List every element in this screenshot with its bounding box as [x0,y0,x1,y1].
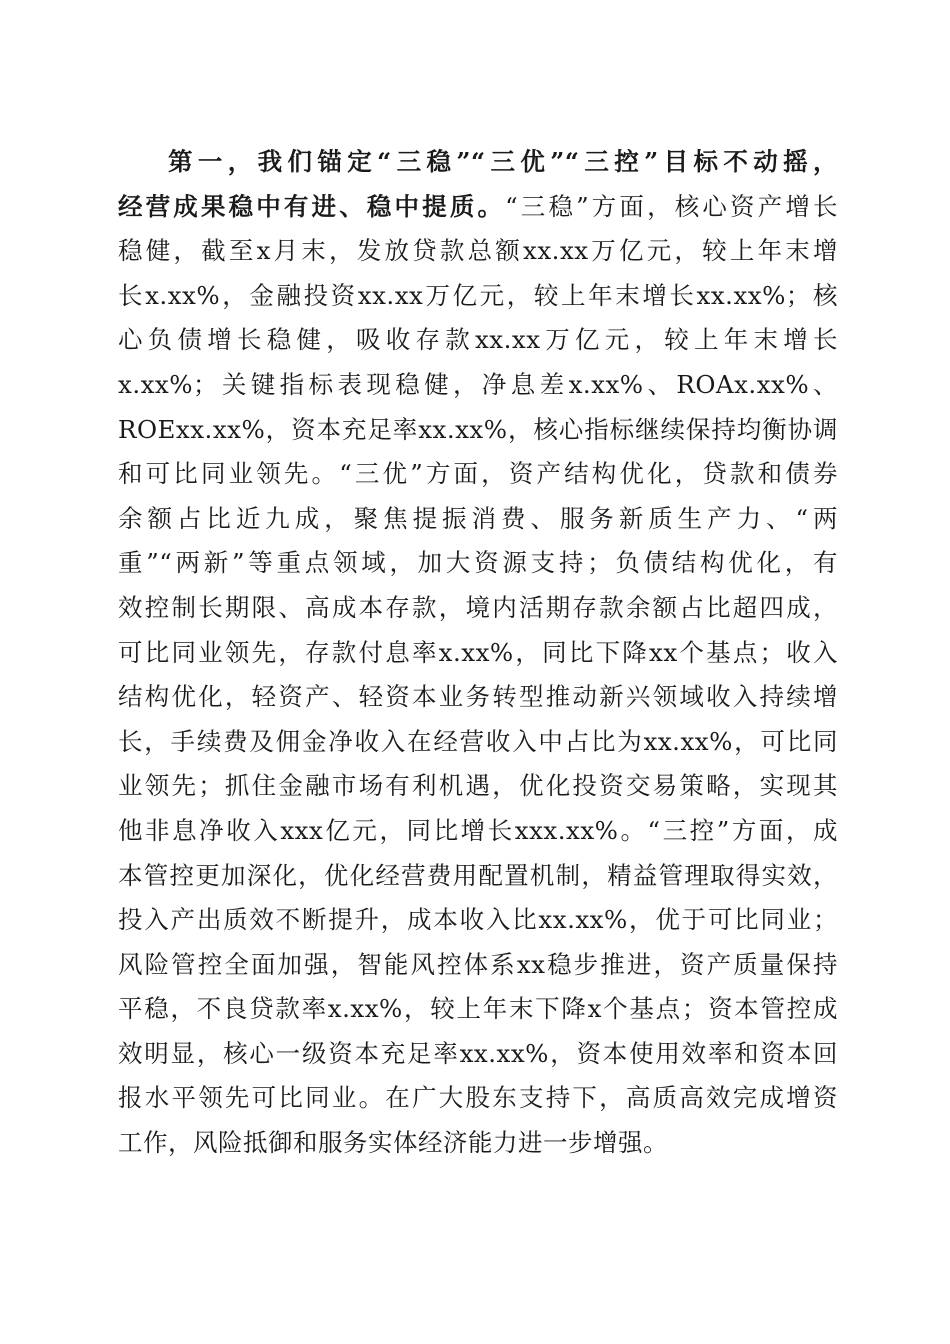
paragraph-line: 长x.xx%，金融投资xx.xx万亿元，较上年末增长xx.xx%；核 [118,280,838,310]
paragraph-line: 报水平领先可比同业。在广大股东支持下，高质高效完成增资 [118,1083,838,1113]
paragraph-line: 稳健，截至x月末，发放贷款总额xx.xx万亿元，较上年末增 [118,236,838,266]
paragraph-line: 和可比同业领先。“三优”方面，资产结构优化，贷款和债券 [118,459,838,489]
paragraph-line [118,185,838,230]
paragraph-line-bold-part: 经营成果稳中有进、稳中提质。 [118,191,506,221]
paragraph-line: 长，手续费及佣金净收入在经营收入中占比为xx.xx%，可比同 [118,726,838,756]
paragraph-line-regular-part: “三稳”方面，核心资产增长 [505,191,838,221]
paragraph-line: 效明显，核心一级资本充足率xx.xx%，资本使用效率和资本回 [118,1038,838,1068]
paragraph-line: 平稳，不良贷款率x.xx%，较上年末下降x个基点；资本管控成 [118,994,838,1024]
paragraph-line: 重”“两新”等重点领域，加大资源支持；负债结构优化，有 [118,548,838,578]
paragraph-line: x.xx%；关键指标表现稳健，净息差x.xx%、ROAx.xx%、 [118,369,838,399]
paragraph-line: 本管控更加深化，优化经营费用配置机制，精益管理取得实效， [118,860,838,890]
paragraph-line: 心负债增长稳健，吸收存款xx.xx万亿元，较上年末增长 [118,325,838,355]
paragraph-line: 业领先；抓住金融市场有利机遇，优化投资交易策略，实现其 [118,771,838,801]
paragraph-line: 投入产出质效不断提升，成本收入比xx.xx%，优于可比同业； [118,905,838,935]
paragraph-line: ROExx.xx%，资本充足率xx.xx%，核心指标继续保持均衡协调 [118,414,838,444]
paragraph-line: 余额占比近九成，聚焦提振消费、服务新质生产力、“两 [118,503,838,533]
paragraph-line: 可比同业领先，存款付息率x.xx%，同比下降xx个基点；收入 [118,637,838,667]
paragraph-line: 工作，风险抵御和服务实体经济能力进一步增强。 [118,1128,668,1158]
paragraph-line: 他非息净收入xxx亿元，同比增长xxx.xx%。“三控”方面，成 [118,815,838,845]
body-paragraph [118,140,838,1166]
paragraph-line: 结构优化，轻资产、轻资本业务转型推动新兴领域收入持续增 [118,682,838,712]
paragraph-line: 风险管控全面加强，智能风控体系xx稳步推进，资产质量保持 [118,949,838,979]
paragraph-line: 效控制长期限、高成本存款，境内活期存款余额占比超四成， [118,592,838,622]
paragraph-line: 第一，我们锚定“三稳”“三优”“三控”目标不动摇， [168,147,838,176]
